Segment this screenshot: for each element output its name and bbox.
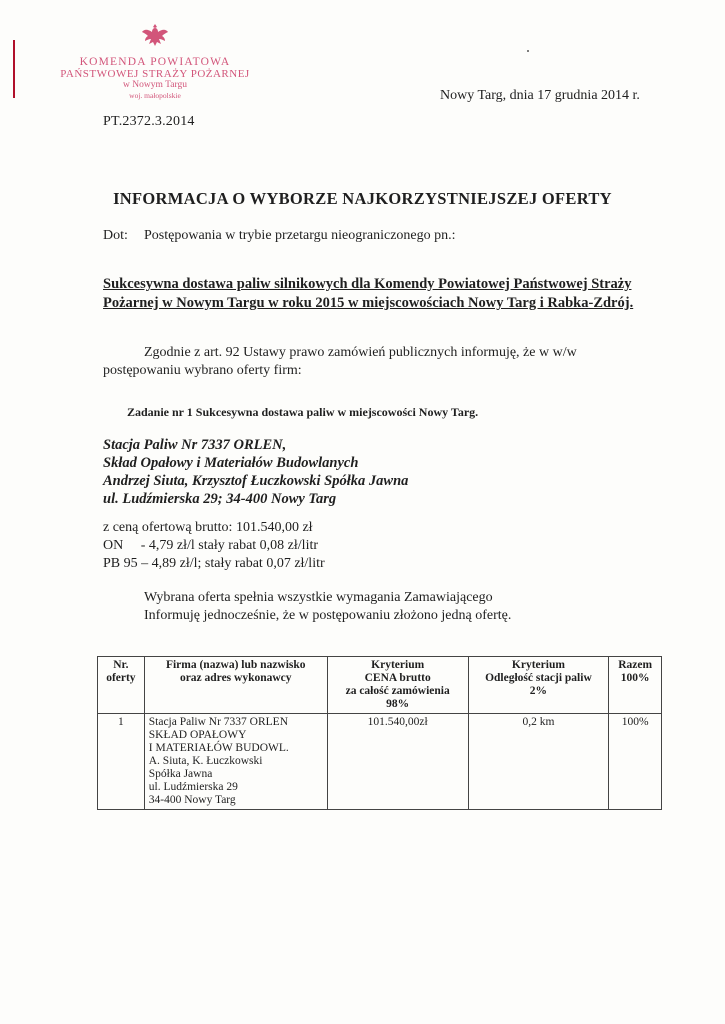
stamp-line-2: PAŃSTWOWEJ STRAŻY POŻARNEJ bbox=[60, 68, 250, 80]
selected-company bbox=[103, 436, 408, 508]
header-distance-criterion: Kryterium Odległość stacji paliw 2% bbox=[468, 657, 609, 714]
price-line-2: ON - 4,79 zł/l stały rabat 0,08 zł/litr bbox=[103, 538, 319, 553]
reference-number: PT.2372.3.2014 bbox=[103, 114, 195, 129]
regarding-line bbox=[103, 228, 456, 244]
price-line-3: PB 95 – 4,89 zł/l; stały rabat 0,07 zł/litr bbox=[103, 556, 325, 571]
stamp-line-4: woj. małopolskie bbox=[129, 91, 181, 100]
header-price-criterion: Kryterium CENA brutto za całość zamówienia 98% bbox=[327, 657, 468, 714]
document-title: INFORMACJA O WYBORZE NAJKORZYSTNIEJSZEJ OFERTY bbox=[113, 189, 612, 208]
eagle-emblem-icon bbox=[140, 22, 170, 50]
scan-speck bbox=[527, 50, 529, 52]
stamp-line-3: w Nowym Targu bbox=[123, 80, 187, 90]
closing-paragraph bbox=[144, 589, 511, 625]
cell-price: 101.540,00zł bbox=[327, 714, 468, 810]
document-date: Nowy Targ, dnia 17 grudnia 2014 r. bbox=[440, 88, 640, 103]
margin-mark bbox=[13, 40, 15, 98]
company-line-1: Stacja Paliw Nr 7337 ORLEN, bbox=[103, 437, 287, 453]
company-line-2: Skład Opałowy i Materiałów Budowlanych bbox=[103, 455, 359, 471]
closing-line-1: Wybrana oferta spełnia wszystkie wymagania Zamawiającego bbox=[144, 590, 493, 605]
cell-offer-number: 1 bbox=[98, 714, 145, 810]
office-stamp bbox=[40, 22, 270, 101]
cell-firm: Stacja Paliw Nr 7337 ORLEN SKŁAD OPAŁOWY I MATERIAŁÓW BUDOWL. A. Siuta, K. Łuczkowski Spółka Jawna ul. Ludźmierska 29 34-400 Nowy Targ bbox=[144, 714, 327, 810]
header-total: Razem 100% bbox=[609, 657, 662, 714]
regarding-text: Postępowania w trybie przetargu nieograniczonego pn.: bbox=[144, 228, 456, 243]
regarding-label: Dot: bbox=[103, 228, 128, 243]
header-offer-number: Nr. oferty bbox=[98, 657, 145, 714]
decision-paragraph: Zgodnie z art. 92 Ustawy prawo zamówień publicznych informuję, że w w/w postępowaniu wybrano oferty firm: bbox=[103, 345, 577, 378]
table-row bbox=[98, 714, 662, 810]
offers-table bbox=[97, 656, 662, 810]
cell-total: 100% bbox=[609, 714, 662, 810]
stamp-line-1: KOMENDA POWIATOWA bbox=[79, 56, 231, 68]
task-title: Zadanie nr 1 Sukcesywna dostawa paliw w miejscowości Nowy Targ. bbox=[127, 405, 479, 419]
company-line-4: ul. Ludźmierska 29; 34-400 Nowy Targ bbox=[103, 491, 337, 507]
price-line-1: z ceną ofertową brutto: 101.540,00 zł bbox=[103, 520, 313, 535]
procurement-subject: Sukcesywna dostawa paliw silnikowych dla Komendy Powiatowej Państwowej Straży Pożarnej w Nowym Targu w roku 2015 w miejscowościach Nowy Targ i Rabka-Zdrój. bbox=[103, 276, 634, 311]
company-line-3: Andrzej Siuta, Krzysztof Łuczkowski Spółka Jawna bbox=[103, 473, 409, 489]
offer-price bbox=[103, 519, 325, 573]
header-firm: Firma (nazwa) lub nazwisko oraz adres wykonawcy bbox=[144, 657, 327, 714]
closing-line-2: Informuję jednocześnie, że w postępowaniu złożono jedną ofertę. bbox=[144, 608, 512, 623]
table-header-row bbox=[98, 657, 662, 714]
cell-distance: 0,2 km bbox=[468, 714, 609, 810]
